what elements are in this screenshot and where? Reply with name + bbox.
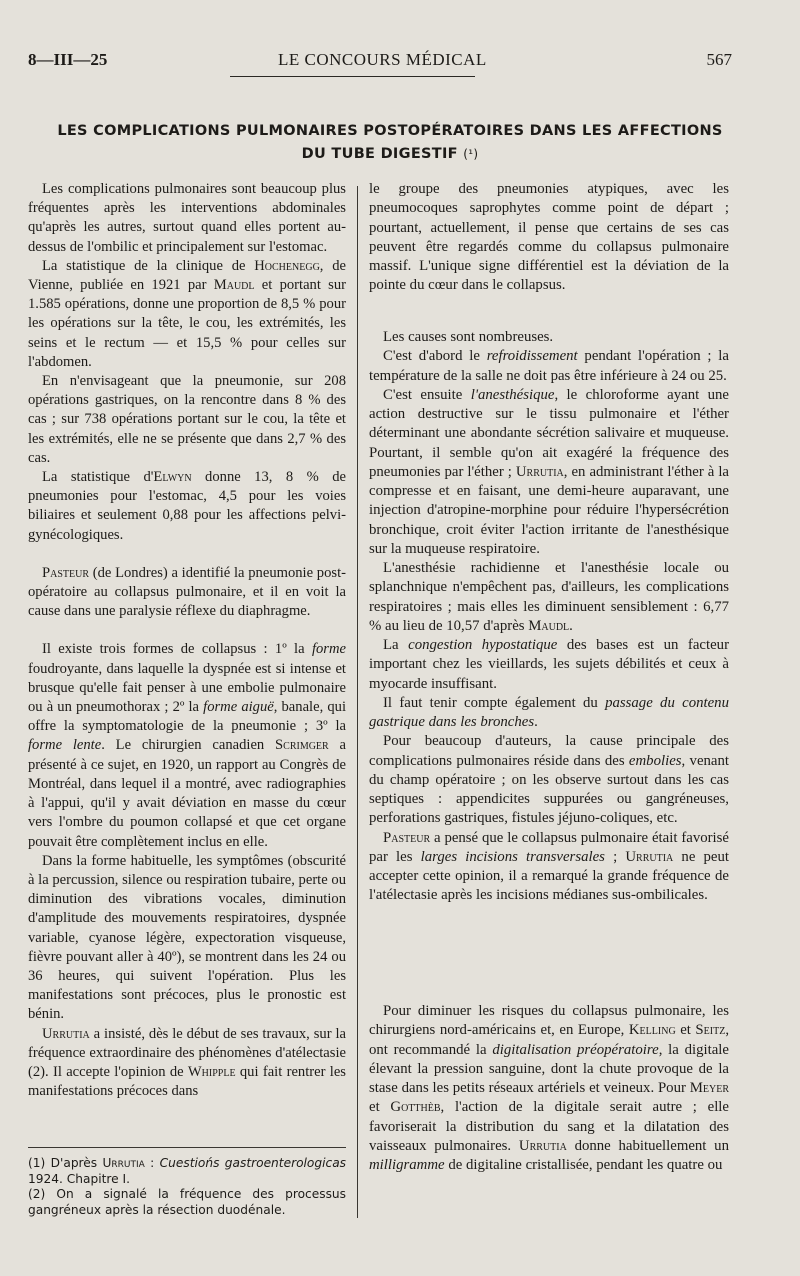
text-run: (de Londres) a identifié la pneumonie post-opératoire au collapsus pulmonaire, et il en voit la cause dans une paralysie réflexe du diaphragme.: [28, 564, 346, 620]
text-run: donne 13, 8 % de pneumonies pour l'estomac, 4,5 pour les voies biliaires et seulement 0,88 pour les affections pelvi-gynécologiques.: [28, 469, 346, 543]
paragraph: [28, 180, 346, 257]
text-run: a présenté à ce sujet, en 1920, un rapport au Congrès de Montréal, dans lequel il a montré, avec radiographies à l'appui, qu'il y avait déviation en masse du cœur vers l'ombre du poumon collapsé et que cet organe pouvait être complètement inclus en elle.: [28, 737, 346, 850]
column-divider: [357, 186, 358, 1218]
text-run: . Le chirurgien canadien: [101, 737, 276, 754]
text-run: et: [675, 1022, 696, 1039]
emphasis-text: Cuestiońs gastroenterologicas: [159, 1156, 347, 1170]
author-name: Seitz: [695, 1022, 726, 1039]
page-number: 567: [706, 50, 732, 69]
text-run: La: [383, 637, 409, 653]
text-run: L'anesthésie rachidienne et l'anesthésie locale ou splanchnique n'empêchent pas, d'ailleurs, les complications respiratoires ; mais elles les diminuent sensiblement : 6,77 % au lieu de 10,57 d'après: [369, 560, 729, 634]
emphasis-text: l'anesthésique: [470, 386, 555, 403]
author-name: Urrutia: [42, 1025, 90, 1042]
title-line-1: LES COMPLICATIONS PULMONAIRES POSTOPÉRATOIRES DANS LES AFFECTIONS: [57, 123, 723, 139]
emphasis-text: embolies: [628, 752, 682, 769]
paragraph: [369, 347, 729, 386]
text-run: C'est ensuite: [383, 386, 471, 403]
paragraph: [369, 636, 729, 694]
text-run: a pensé que le collapsus pulmonaire était favorisé par les: [369, 829, 729, 865]
text-run: La statistique d': [42, 469, 154, 486]
paragraph: [28, 640, 346, 851]
text-run: et portant sur 1.585 opérations, donne une proportion de 8,5 % pour les opérations sur la tête, le cou, les extrémités, les seins et le rectum — et 15,5 % pour celles sur l'abdomen.: [28, 277, 346, 370]
text-run: Les causes sont nombreuses.: [383, 329, 554, 345]
text-run: Pour diminuer les risques du collapsus pulmonaire, les chirurgiens nord-américains et, en Europe,: [369, 1003, 729, 1039]
author-name: Pasteur: [42, 564, 90, 581]
paragraph: [28, 564, 346, 622]
paragraph: [369, 386, 729, 559]
emphasis-text: larges incisions transversales: [420, 848, 605, 865]
title-line-2-text: DU TUBE DIGESTIF: [301, 146, 458, 162]
journal-title: LE CONCOURS MÉDICAL: [278, 50, 487, 69]
text-run: pendant l'opération ; la température de la salle ne doit pas être inférieure à 24 ou 25.: [369, 348, 729, 384]
paragraph: [369, 328, 729, 347]
paragraph: [28, 257, 346, 372]
text-run: .: [534, 714, 538, 730]
emphasis-text: passage du contenu gastrique dans les bronches: [369, 694, 729, 730]
text-run: , ont recommandé la: [369, 1022, 730, 1058]
page-header: [28, 50, 732, 74]
author-name: Maudl: [528, 617, 570, 634]
right-column-section-2: [369, 328, 729, 906]
right-column-section-3: [369, 1002, 729, 1175]
emphasis-text: forme aiguë: [203, 699, 274, 716]
text-run: a insisté, dès le début de ses travaux, sur la fréquence extraordinaire des phénomènes d'atélectasie (2). Il accepte l'opinion de: [28, 1025, 346, 1080]
paragraph: [369, 694, 729, 733]
author-name: Urrutia: [518, 1137, 567, 1154]
text-run: .: [569, 617, 573, 634]
footnote-rule: [28, 1147, 346, 1148]
text-run: ;: [604, 848, 626, 865]
text-run: , la digitale élevant la pression sanguine, dont la chute provoque de la stase dans les petits réseaux artériels et veineux. Pour: [369, 1041, 729, 1096]
title-footnote-ref: (¹): [463, 147, 479, 161]
text-run: C'est d'abord le: [383, 348, 487, 365]
author-name: Urrutia: [102, 1156, 145, 1170]
emphasis-text: congestion hypostatique: [408, 637, 558, 653]
author-name: Whipple: [187, 1063, 236, 1080]
text-run: 1924. Chapitre I.: [28, 1171, 130, 1186]
text-run: foudroyante, dans laquelle la dyspnée est si intense et brusque qu'elle fait penser à une embolie pulmonaire ou à un pneumothorax ; 2º la: [28, 660, 346, 716]
author-name: Hochenegg: [254, 257, 320, 274]
text-run: En n'envisageant que la pneumonie, sur 208 opérations gastriques, on la rencontre dans 8 % des cas ; sur 738 opérations portant sur le cou, la tête et les extrémités, elle ne se présente que dans 2,7 % des cas.: [28, 373, 346, 466]
text-run: (2) On a signalé la fréquence des processus gangréneux après la résection duodénale.: [28, 1187, 346, 1217]
text-run: , banale, qui offre la symptomatologie de la pneumonie ; 3º la: [28, 699, 346, 735]
paragraph: [369, 829, 729, 906]
paragraph: [28, 372, 346, 468]
text-run: (1) D'après: [28, 1156, 103, 1170]
author-name: Urrutia: [625, 848, 674, 865]
footnote: [28, 1156, 346, 1187]
text-run: Les complications pulmonaires sont beaucoup plus fréquentes après les interventions abdominales qu'après les autres, surtout quand elles portent au-dessus de l'ombilic et principalement sur l'estomac.: [28, 181, 346, 255]
text-run: , en administrant l'éther à la compresse et en faisant, une demi-heure auparavant, une injection d'atropine-morphine pour réduire l'hypersécrétion bronchique, croit éviter l'action irritante de l'anesthésique sur la muqueuse respiratoire.: [369, 463, 729, 557]
text-run: le groupe des pneumonies atypiques, avec les pneumocoques saprophytes comme point de départ ; pourtant, actuellement, il pense que certains de ses cas peuvent être regardés comme du collapsus pulmonaire massif. L'unique signe différentiel est la déviation de la pointe du cœur dans le collapsus.: [369, 181, 729, 294]
text-run: , le chloroforme ayant une action destructive sur le tissu pulmonaire et l'éther déterminant une abondante sécrétion salivaire et muqueuse. Pourtant, il semble qu'on ait exagéré la fréquence des pneumonies par l'éther ;: [369, 386, 729, 480]
text-run: :: [144, 1156, 160, 1170]
author-name: Scrimger: [275, 737, 329, 754]
text-run: ne peut accepter cette opinion, il a remarqué la grande fréquence de l'atélectasie après les incisions médianes sus-ombilicales.: [369, 848, 730, 904]
footnotes: [28, 1147, 346, 1218]
author-name: Pasteur: [383, 829, 431, 846]
left-column: [28, 180, 346, 1101]
text-run: La statistique de la clinique de: [42, 257, 255, 274]
paragraph: [369, 1002, 729, 1175]
paragraph: [28, 1025, 346, 1102]
footnote: [28, 1187, 346, 1218]
paragraph: [369, 180, 729, 296]
emphasis-text: digitalisation préopératoire: [492, 1041, 659, 1058]
paragraph: [28, 468, 346, 545]
text-run: , de Vienne, publiée en 1921 par: [28, 257, 346, 294]
title-line-2: [20, 143, 760, 166]
author-name: Urrutia: [515, 463, 564, 480]
header-rule: [230, 76, 475, 77]
text-run: Il faut tenir compte également du: [383, 694, 606, 711]
text-run: Pour beaucoup d'auteurs, la cause principale des complications pulmonaires réside dans des: [369, 733, 729, 769]
text-run: , venant du champ opératoire ; on les observe surtout dans les cas septiques : appendicites suppurées ou gangréneuses, perforations gastriques, fistules jéjuno-coliques, etc.: [369, 752, 729, 827]
text-run: qui fait rentrer les manifestations précoces dans: [28, 1063, 346, 1100]
text-run: et: [369, 1099, 391, 1116]
emphasis-text: refroidissement: [486, 348, 578, 365]
author-name: Maudl: [213, 277, 255, 294]
text-run: , l'action de la digitale serait autre ; elle favoriserait la distribution du sang et la dilatation des vaisseaux pulmonaires.: [369, 1099, 729, 1154]
emphasis-text: milligramme: [369, 1157, 445, 1173]
text-run: donne habituellement un: [566, 1137, 729, 1154]
text-run: Dans la forme habituelle, les symptômes (obscurité à la percussion, silence ou respiration tubaire, perte ou diminution des vibrations vocales, diminution d'amplitude des mouvements respiratoires, dyspnée variable, cyanose légère, expectoration visqueuse, fièvre pouvant aller à 40º), se montrent dans les 24 ou 36 heures, qui suivent l'opération. Plus les manifestations sont précoces, plus le pronostic est bénin.: [28, 852, 346, 1023]
issue-date: 8—III—25: [28, 50, 108, 69]
author-name: Meyer: [689, 1080, 729, 1096]
emphasis-text: forme: [311, 641, 346, 658]
author-name: Kelling: [628, 1022, 676, 1039]
text-run: des bases est un facteur important chez les vieillards, les sujets débilités et ceux à myocarde insuffisant.: [369, 637, 729, 692]
article-title: [20, 120, 760, 166]
text-run: de digitaline cristallisée, pendant les quatre ou: [444, 1157, 723, 1173]
paragraph: [28, 852, 346, 1025]
emphasis-text: forme lente: [28, 737, 102, 754]
paragraph: [369, 732, 729, 828]
paragraph: [369, 559, 729, 636]
author-name: Gotthèb: [390, 1099, 441, 1116]
author-name: Elwyn: [153, 469, 192, 486]
right-column-section-1: [369, 180, 729, 296]
text-run: Il existe trois formes de collapsus : 1º la: [42, 641, 312, 658]
